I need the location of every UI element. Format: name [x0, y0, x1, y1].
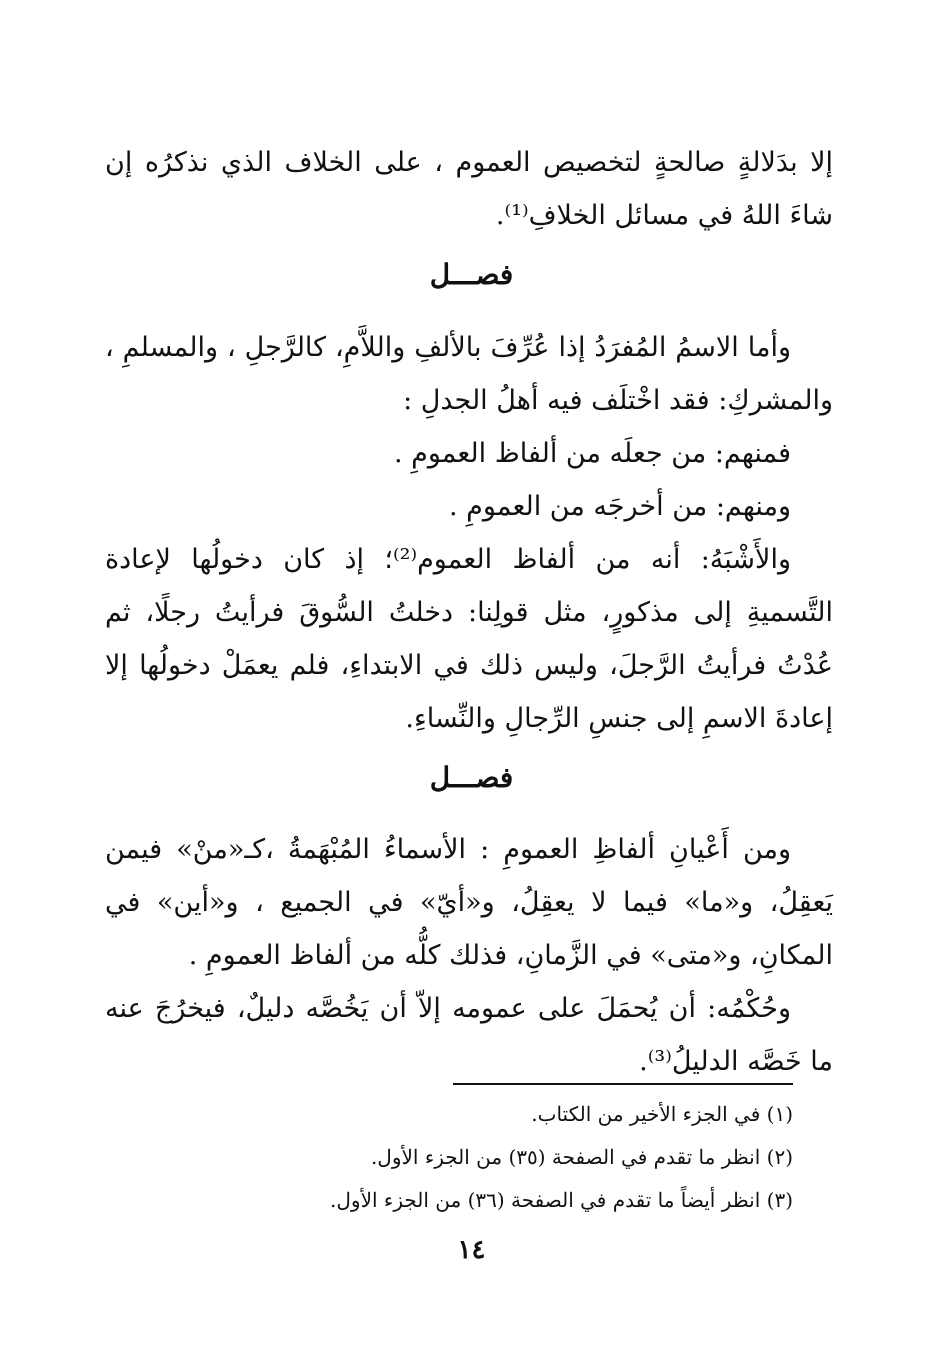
footnotes	[110, 1093, 793, 1222]
footnote: (١) في الجزء الأخير من الكتاب.	[531, 1102, 793, 1126]
section2-paragraphs	[105, 823, 833, 1088]
section1-paragraphs	[105, 321, 833, 745]
footnote: (٢) انظر ما تقدم في الصفحة (٣٥) من الجزء الأول.	[370, 1145, 793, 1169]
footnote: (٣) انظر أيضاً ما تقدم في الصفحة (٣٦) من الجزء الأول.	[330, 1188, 793, 1212]
section-heading-text: فصـــل	[429, 761, 514, 794]
footnote-divider	[453, 1083, 793, 1085]
body-paragraph: وأما الاسمُ المُفرَدُ إذا عُرِّفَ بالألفِ واللاَّمِ، كالرَّجلِ ، والمسلمِ ، والمشركِ: فقد اخْتلَف فيه أهلُ الجدلِ :	[105, 332, 833, 416]
page-number: ١٤	[457, 1235, 486, 1265]
body-paragraph: إلا بدَلالةٍ صالحةٍ لتخصيص العموم ، على الخلاف الذي نذكرُه إن شاءَ اللهُ في مسائل الخلافِ⁽¹⁾.	[105, 147, 833, 231]
opening-paragraph-block	[105, 136, 833, 242]
body-paragraph: فمنهم: من جعلَه من ألفاظ العمومِ .	[393, 438, 791, 469]
body-paragraph: والأَشْبَهُ: أنه من ألفاظ العموم⁽²⁾؛ إذ كان دخولُها لإعادة التَّسميةِ إلى مذكورٍ، مثل قولِنا: دخلتُ السُّوقَ فرأيتُ رجلًا، ثم عُدْتُ فرأيتُ الرَّجلَ، وليس ذلك في الابتداءِ، فلم يعمَلْ دخولُها إلا إعادةَ الاسمِ إلى جنسِ الرِّجالِ والنِّساءِ.	[105, 544, 833, 734]
body-paragraph: وحُكْمُه: أن يُحمَلَ على عمومه إلاّ أن يَخُصَّه دليلٌ، فيخرُجَ عنه ما خَصَّه الدليلُ⁽³⁾.	[105, 993, 833, 1077]
section-heading	[0, 758, 943, 798]
section-heading	[0, 255, 943, 295]
body-paragraph: ومن أَعْيانِ ألفاظِ العمومِ : الأسماءُ المُبْهَمةُ ،كـ«منْ» فيمن يَعقِلُ، و«ما» فيما لا يعقِلُ، و«أيّ» في الجميع ، و«أين» في المكانِ، و«متى» في الزَّمانِ، فذلك كلُّه من ألفاظ العمومِ .	[105, 834, 833, 971]
body-paragraph: ومنهم: من أخرجَه من العمومِ .	[449, 491, 791, 522]
section-heading-text: فصـــل	[429, 258, 514, 291]
